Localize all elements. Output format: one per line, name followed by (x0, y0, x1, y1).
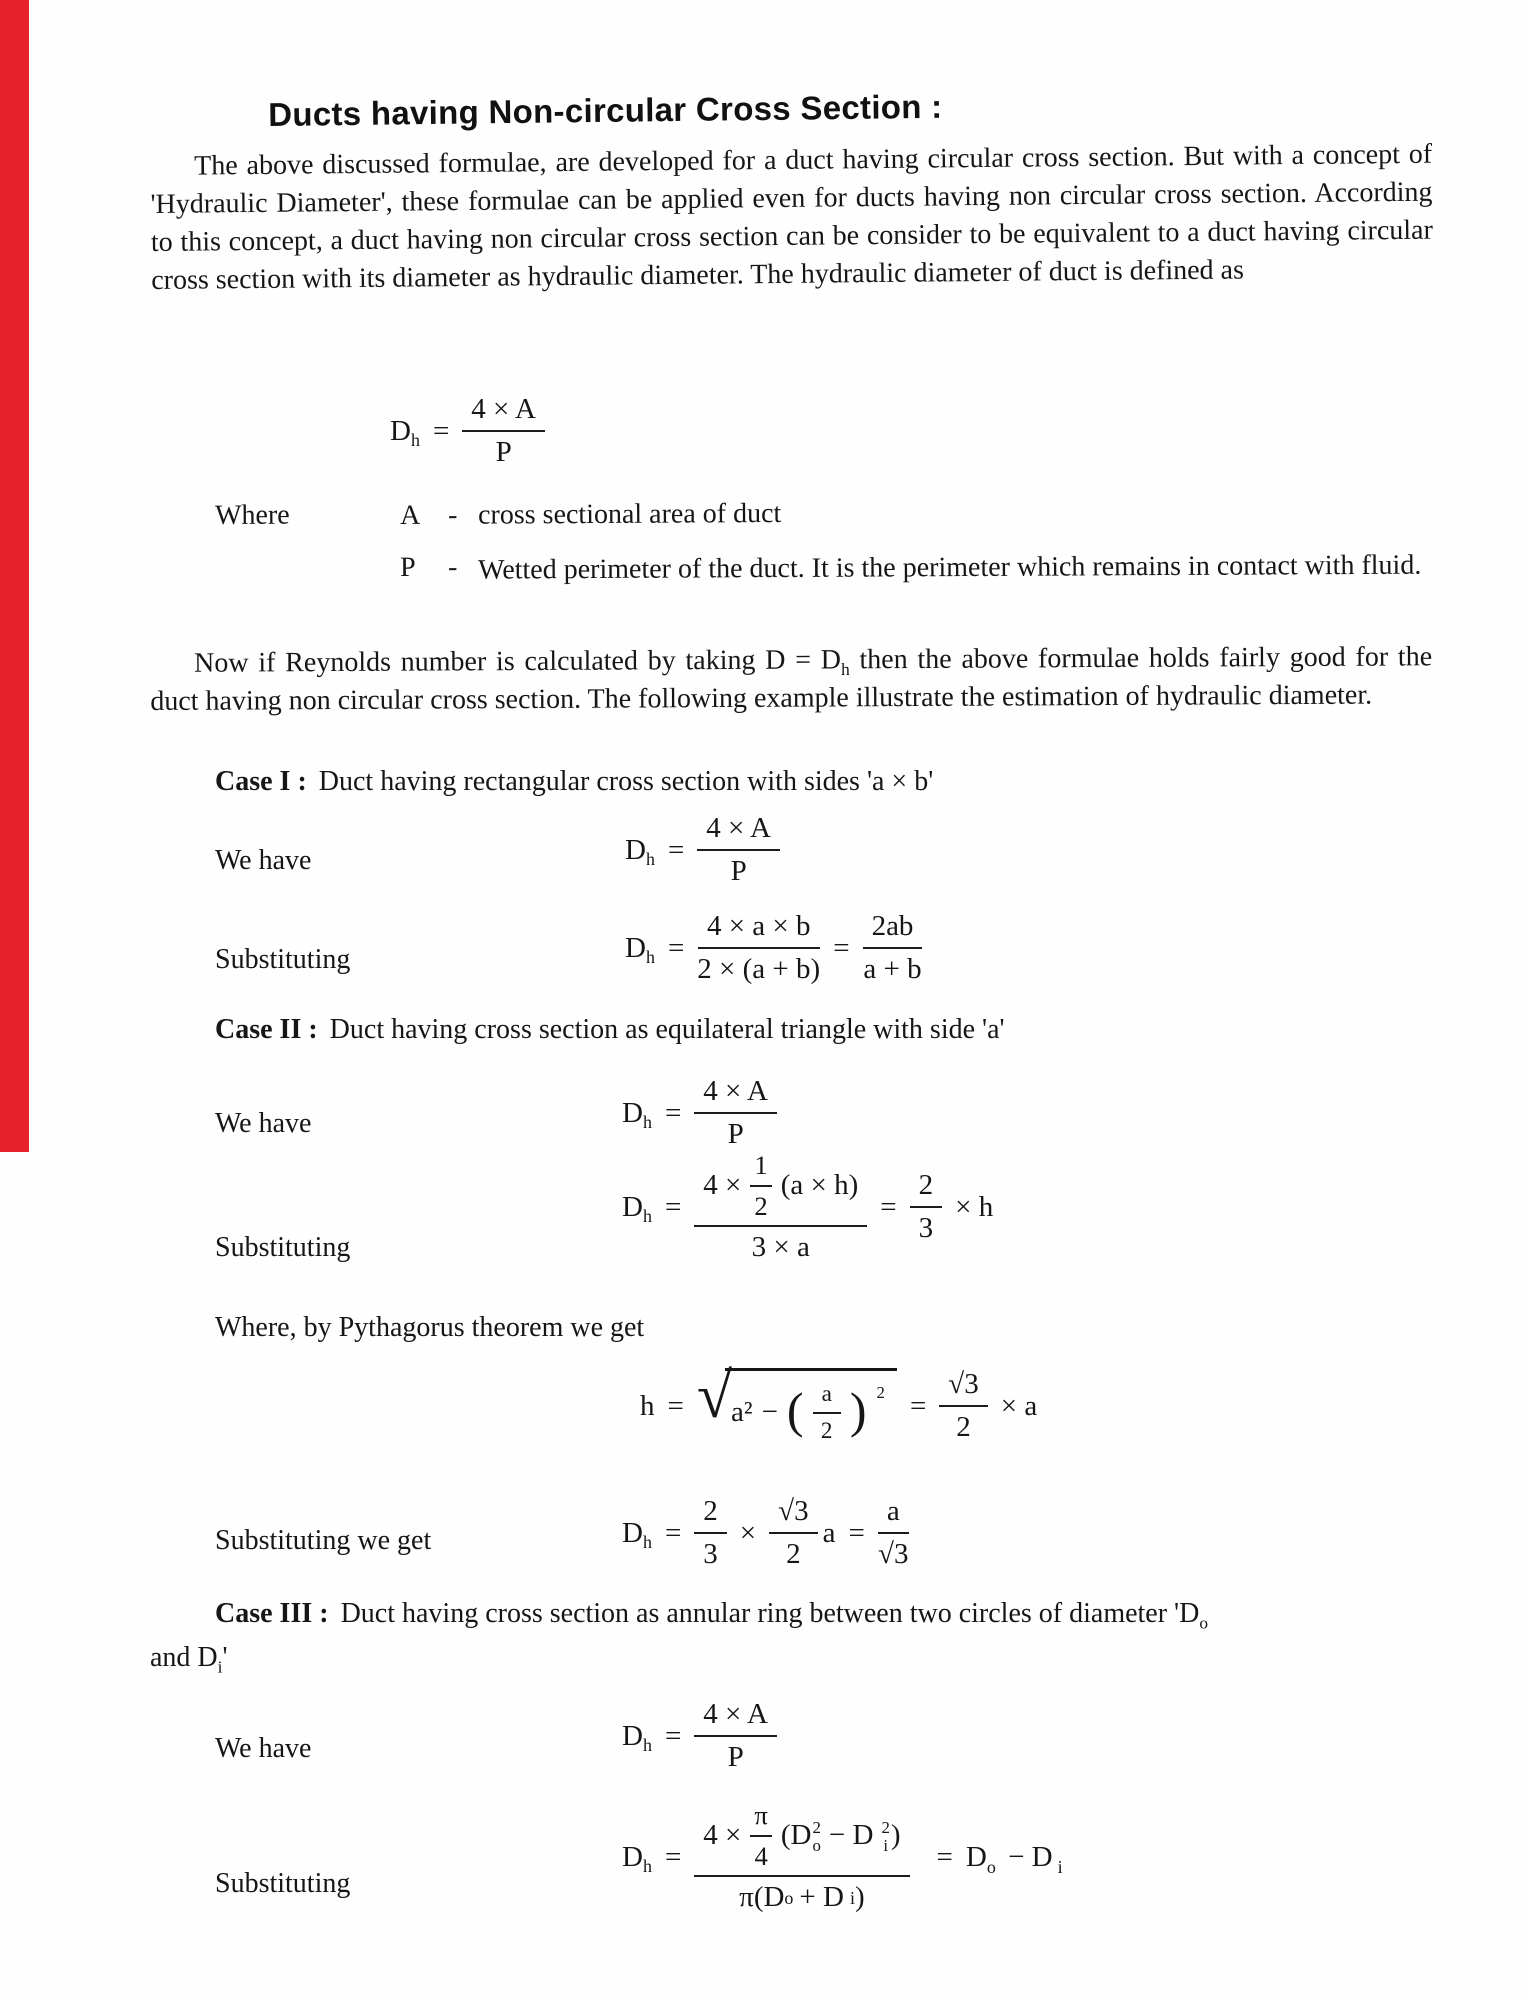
case1-substituting-formula (625, 910, 922, 987)
dh-symbol: $D_h$ (622, 1840, 652, 1876)
case3-we-have-formula (622, 1698, 777, 1775)
fraction-4A-over-P: $\frac{4 \times A}{P}$ (694, 1075, 777, 1152)
fraction-pi-over-4: $\frac{\pi}{4}$ (750, 1800, 771, 1871)
dh-symbol: $D_h$ (622, 1096, 652, 1132)
where-label: Where (215, 499, 290, 531)
hydraulic-diameter-definition-formula (390, 393, 545, 470)
fraction-4ab-over-2ab: $\frac{4 \times a \times b}{2 \times (a + b)}$ (697, 910, 821, 986)
intro-paragraph: The above discussed formulae, are developed for a duct having circular cross section. But with a concept of 'Hydraulic Diameter', these formulae can be applied even for ducts having non circular cross section. According to this concept, a duct having non circular cross section can be consider to be equivalent to a duct having circular cross section with its diameter as hydraulic diameter. The hydraulic diameter of duct is defined as (150, 138, 1433, 296)
reynolds-paragraph: Now if Reynolds number is calculated by taking $D = D_h$ then the above formulae holds fairly good for the duct having non circular cross section. The following example illustrate the estimation of hydraulic diameter. (150, 641, 1433, 717)
case2-substituting-label: Substituting (215, 1232, 351, 1263)
case3-we-have-label: We have (215, 1733, 312, 1764)
equals-sign: = (664, 1096, 682, 1129)
pythagorus-formula (640, 1360, 1038, 1445)
section-title: Ducts having Non-circular Cross Section : (268, 87, 943, 133)
open-paren: ( (786, 1382, 804, 1439)
fraction-annulus: 4 × $\frac{\pi}{4}$ (D 2 o − D 2 i ) π(D o + D i ) (694, 1800, 909, 1915)
a-symbol: A (400, 499, 421, 531)
fraction-4A-over-P: $\frac{4 \times A}{P}$ (694, 1698, 777, 1775)
fraction-triangle-area: 4 × $\frac{1}{2}$ (a × h) 3 × a (694, 1150, 867, 1265)
case2-final-formula (622, 1495, 909, 1572)
equals-sign: = (664, 1190, 682, 1223)
case3-substituting-formula (622, 1800, 1063, 1915)
equals-sign: = (667, 931, 685, 964)
case2-we-have-label: We have (215, 1108, 312, 1139)
where-a-row (400, 498, 781, 532)
fraction-4A-over-P: $\frac{4 \times A}{P}$ (697, 812, 780, 889)
fraction-a-over-sqrt3: $\frac{a}{√3}$ (878, 1495, 909, 1571)
exponent-2: 2 (876, 1382, 885, 1402)
case2-substituting-formula (622, 1150, 993, 1265)
equals-sign: = (667, 833, 685, 866)
fraction-two-thirds: $\frac{2}{3}$ (694, 1495, 727, 1572)
dh-symbol: $D_h$ (390, 414, 420, 450)
fraction-2ab-over-a-plus-b: $\frac{2ab}{a + b}$ (863, 910, 922, 986)
pythagorus-text: Where, by Pythagorus theorem we get (215, 1312, 645, 1343)
case1-we-have-label: We have (215, 845, 312, 876)
equals-sign: = (667, 1389, 684, 1422)
substituting-we-get-label: Substituting we get (215, 1525, 432, 1556)
fraction-4A-over-P: $\frac{4 \times A}{P}$ (462, 393, 545, 470)
equals-sign: = (664, 1719, 682, 1752)
case2-heading: Case II : Duct having cross section as equilateral triangle with side 'a' (215, 1014, 1005, 1045)
case1-substituting-label: Substituting (215, 944, 351, 975)
radical-sign: √ (696, 1360, 732, 1432)
where-p-row (400, 547, 1430, 590)
fraction-sqrt3-over-2: $\frac{√3}{2}$ (769, 1495, 817, 1572)
case3-heading-line1: Case III : Duct having cross section as annular ring between two circles of diameter '$D_o$ (215, 1598, 1209, 1633)
dh-symbol: $D_h$ (622, 1190, 652, 1226)
p-description: Wetted perimeter of the duct. It is the perimeter which remains in contact with fluid. (478, 549, 1422, 586)
equals-sign: = (936, 1840, 953, 1873)
times-a: × a (1000, 1389, 1038, 1422)
times-sign: × (739, 1516, 757, 1549)
equals-sign: = (833, 931, 850, 964)
fraction-sqrt3-over-2: $\frac{√3}{2}$ (939, 1368, 987, 1445)
equals-sign: = (909, 1389, 927, 1422)
fraction-two-thirds: $\frac{2}{3}$ (910, 1169, 943, 1246)
p-dash: - (447, 551, 458, 583)
h-symbol: h (640, 1389, 655, 1422)
case3-substituting-label: Substituting (215, 1868, 351, 1899)
dh-symbol: $D_h$ (625, 931, 655, 967)
d-inner-squared: 2 i (881, 1818, 890, 1855)
case2-we-have-formula (622, 1075, 777, 1152)
fraction-a-over-2: $\frac{a}{2}$ (813, 1381, 841, 1444)
times-h: × h (955, 1190, 994, 1223)
case1-we-have-formula (625, 812, 780, 889)
equals-sign: = (664, 1840, 682, 1873)
equals-sign: = (432, 414, 450, 447)
dh-symbol: $D_h$ (622, 1719, 652, 1755)
fraction-one-half: $\frac{1}{2}$ (750, 1150, 771, 1221)
d-outer-squared: 2 o (812, 1818, 821, 1855)
result-do-minus-di: $D_o - D$ $_i$ (965, 1840, 1063, 1877)
case1-heading: Case I : Duct having rectangular cross section with sides 'a × b' (215, 766, 934, 797)
equals-sign: = (664, 1516, 682, 1549)
dh-symbol: $D_h$ (625, 833, 655, 869)
dh-symbol: $D_h$ (622, 1516, 652, 1552)
a-description: cross sectional area of duct (477, 498, 782, 531)
close-paren: ) (849, 1382, 867, 1439)
p-symbol: P (400, 551, 416, 583)
case3-heading-line2: and $D_i'$ (150, 1642, 228, 1677)
red-edge-strip (0, 0, 29, 1152)
square-root: √ a² − ( $\frac{a}{2}$ ) 2 (697, 1368, 897, 1444)
a-symbol: a (822, 1516, 836, 1549)
equals-sign: = (848, 1516, 865, 1549)
a-dash: - (447, 499, 458, 531)
equals-sign: = (880, 1190, 897, 1223)
